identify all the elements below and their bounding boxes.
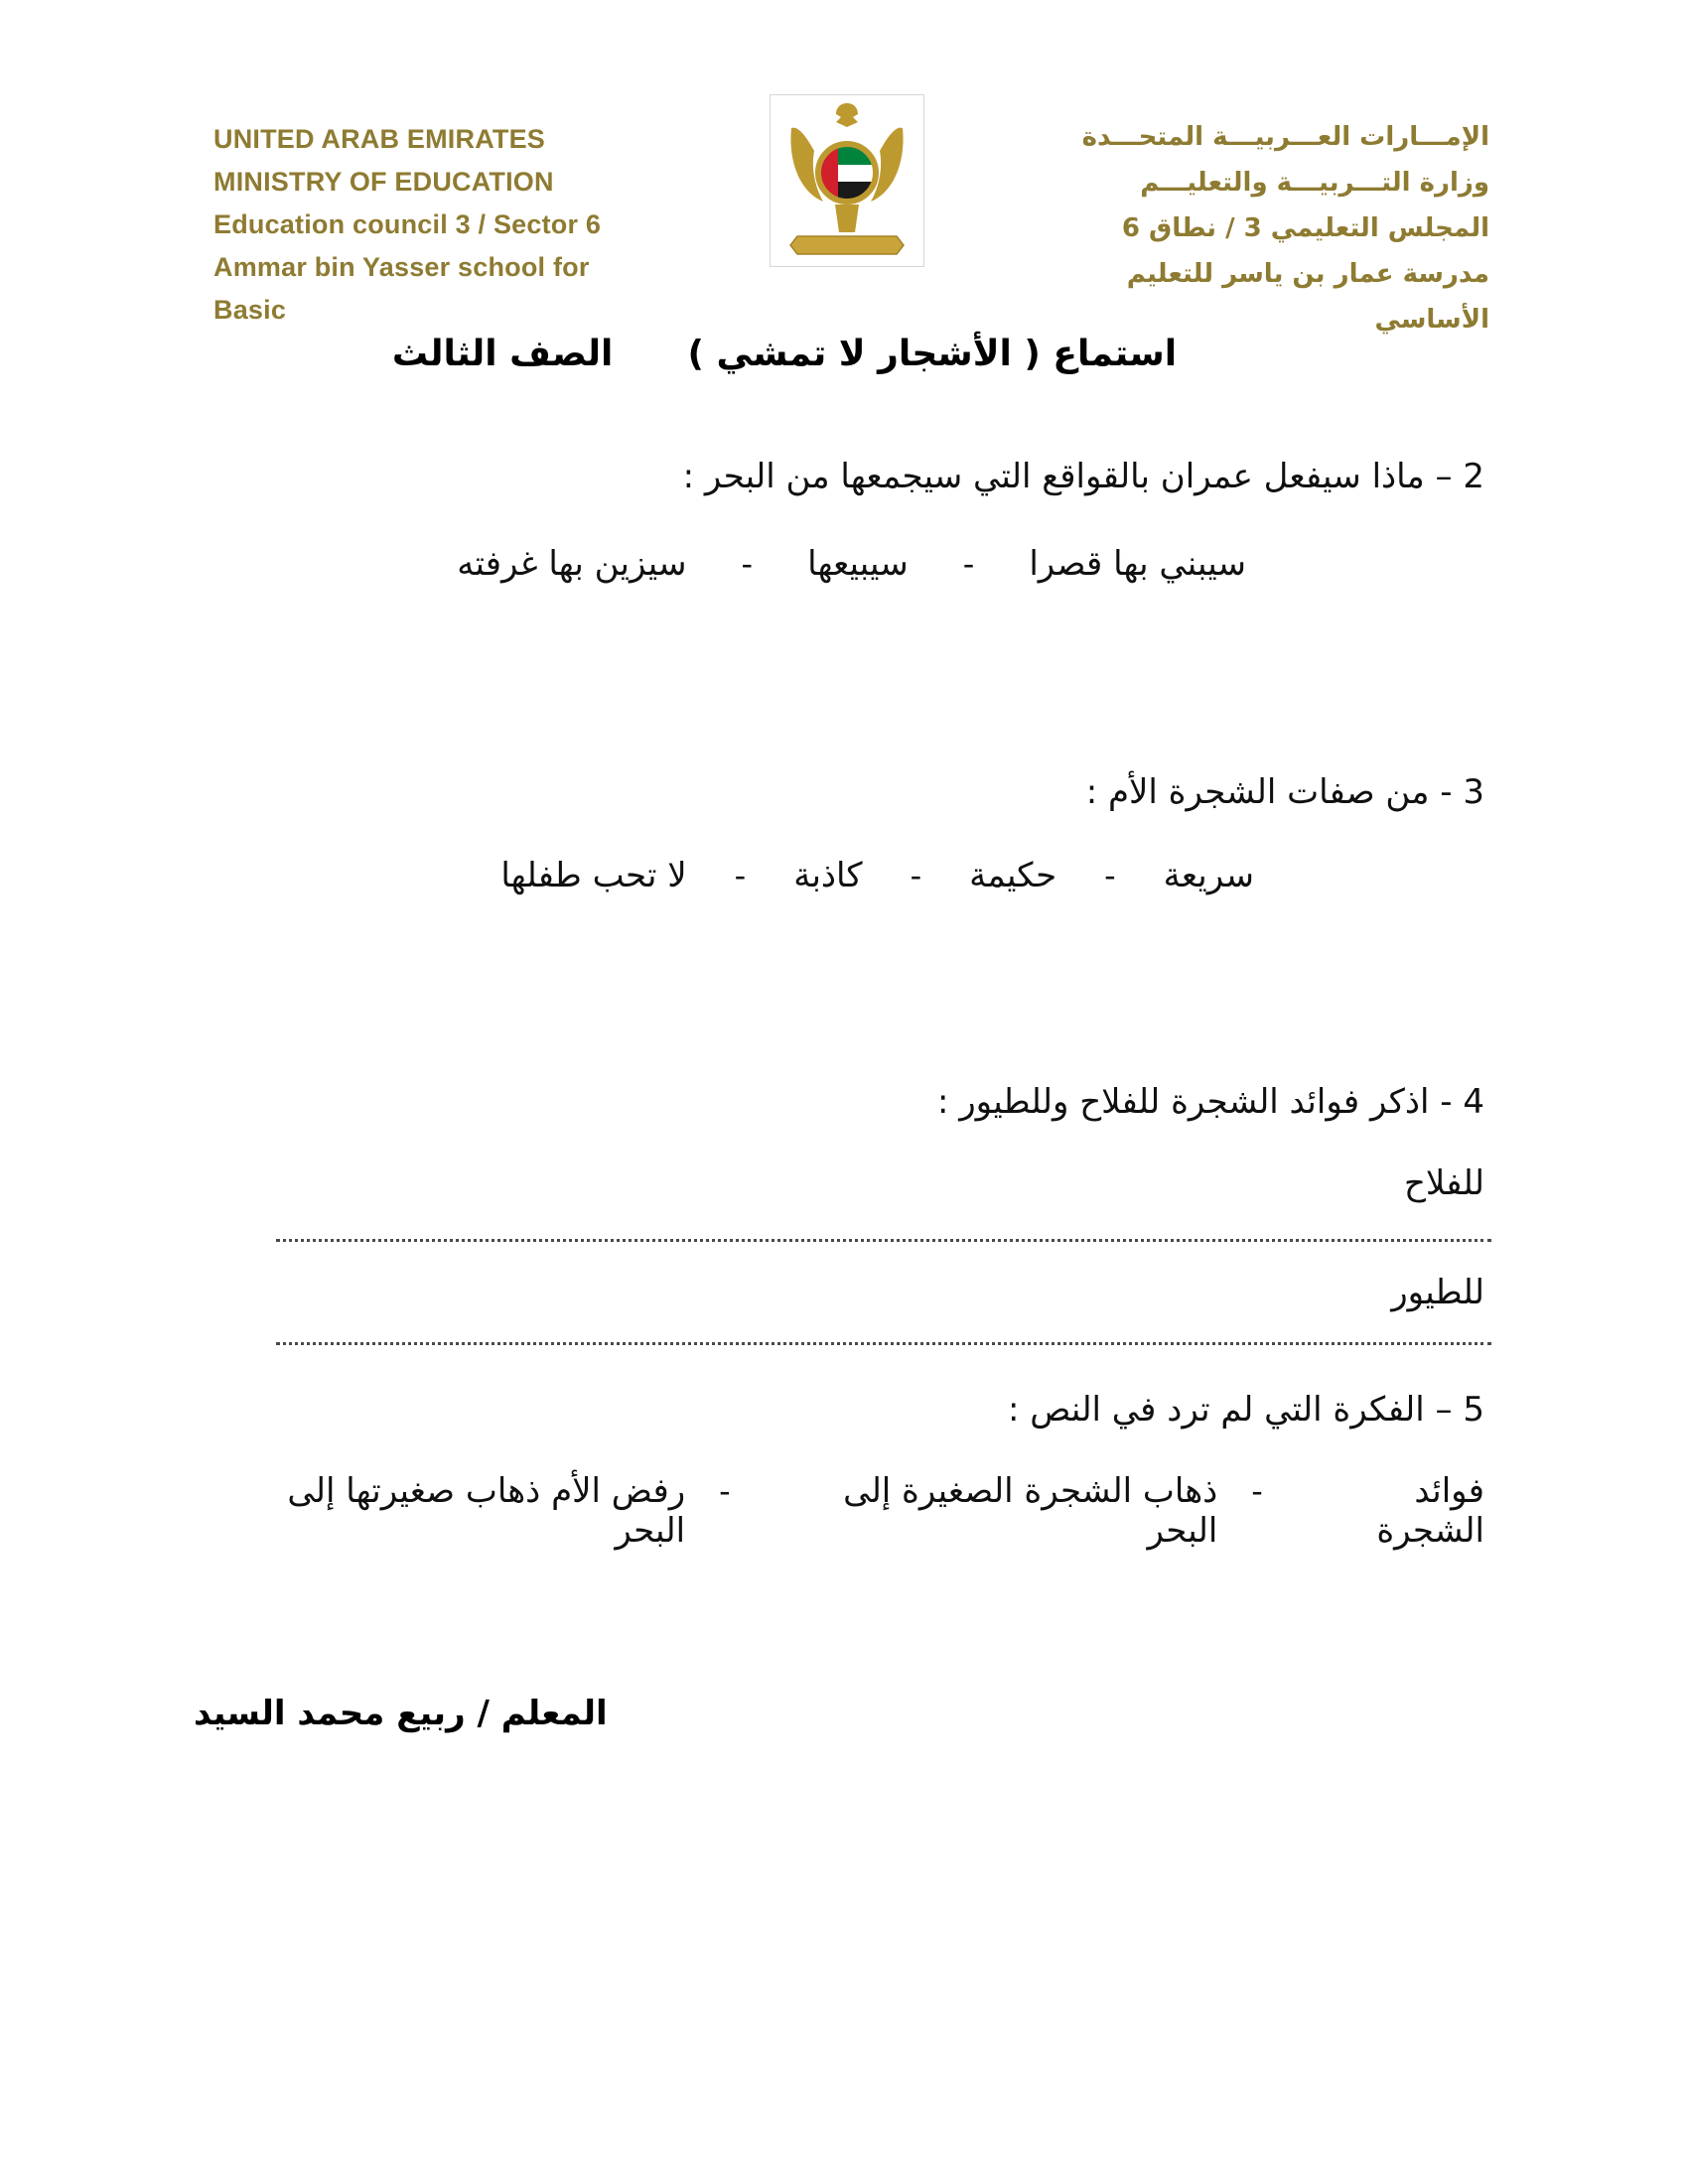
question-4-text: 4 - اذكر فوائد الشجرة للفلاح وللطيور : (937, 1082, 1484, 1122)
falcon-tail (835, 205, 859, 232)
q4-farmer-label: للفلاح (1403, 1163, 1484, 1203)
option-separator: - (719, 1472, 731, 1510)
letterhead-en-line4: Ammar bin Yasser school for Basic (213, 252, 590, 325)
letterhead-en-line2: MINISTRY OF EDUCATION (213, 167, 554, 197)
option-separator: - (910, 857, 922, 894)
option-separator: - (741, 545, 754, 583)
q2-option-2: سيبيعها (807, 544, 909, 584)
q4-farmer-answer-line (276, 1239, 1491, 1242)
q3-option-4: لا تحب طفلها (500, 856, 687, 895)
option-separator: - (962, 545, 975, 583)
q5-option-3: رفض الأم ذهاب صغيرتها إلى البحر (287, 1471, 686, 1551)
falcon-head (836, 103, 858, 127)
option-separator: - (734, 857, 747, 894)
emblem-banner (790, 236, 904, 254)
letterhead-english (213, 118, 640, 332)
option-separator: - (1251, 1472, 1263, 1510)
q3-option-1: سريعة (1163, 856, 1254, 895)
question-5-options (209, 1471, 1484, 1551)
question-2-options (209, 544, 1484, 584)
school-letterhead (213, 94, 1489, 342)
uae-falcon-emblem-icon (786, 101, 908, 258)
letterhead-ar-line2: وزارة التـــربيـــة والتعليـــم (1140, 168, 1489, 198)
q2-option-1: سيبني بها قصرا (1029, 544, 1246, 584)
q5-option-2: ذهاب الشجرة الصغيرة إلى البحر (843, 1471, 1218, 1551)
q3-option-3: كاذبة (793, 856, 863, 895)
q4-birds-label: للطيور (1391, 1273, 1484, 1312)
q5-option-1: فوائد الشجرة (1376, 1471, 1484, 1551)
letterhead-en-line1: UNITED ARAB EMIRATES (213, 124, 545, 154)
q4-birds-answer-line (276, 1342, 1491, 1345)
question-3-options (209, 856, 1484, 895)
emblem-container (770, 94, 924, 267)
question-2-text: 2 – ماذا سيفعل عمران بالقواقع التي سيجمعها من البحر : (682, 457, 1484, 496)
question-5-text: 5 – الفكرة التي لم ترد في النص : (1008, 1390, 1484, 1430)
letterhead-ar-line3: المجلس التعليمي 3 / نطاق 6 (1121, 213, 1489, 243)
q2-option-3: سيزين بها غرفته (457, 544, 687, 584)
letterhead-arabic (1053, 114, 1489, 342)
worksheet-title: استماع ( الأشجار لا تمشي ) الصف الثالث (391, 334, 1178, 374)
q3-option-2: حكيمة (969, 856, 1057, 895)
letterhead-en-line3: Education council 3 / Sector 6 (213, 209, 602, 239)
letterhead-ar-line1: الإمـــارات العـــربيـــة المتحـــدة (1081, 122, 1489, 152)
flag-roundel (811, 137, 883, 208)
letterhead-ar-line4: مدرسة عمار بن ياسر للتعليم الأساسي (1126, 259, 1489, 335)
question-3-text: 3 - من صفات الشجرة الأم : (1085, 772, 1484, 812)
teacher-signature-line: المعلم / ربيع محمد السيد (194, 1694, 608, 1733)
option-separator: - (1104, 857, 1116, 894)
